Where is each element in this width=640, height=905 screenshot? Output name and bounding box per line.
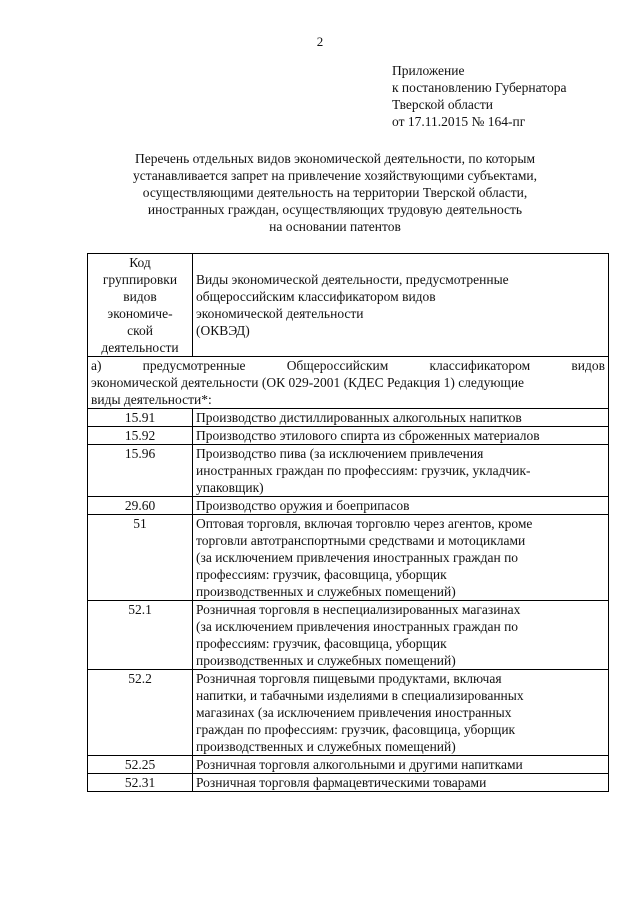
appendix-line: от 17.11.2015 № 164-пг (392, 114, 526, 129)
header-code-cell (88, 254, 193, 357)
activity-description-line: торговли автотранспортными средствами и мотоциклами (196, 533, 526, 548)
activity-code: 15.92 (88, 427, 193, 445)
header-code-line: видов (123, 289, 157, 304)
header-desc-line: экономической деятельности (196, 306, 364, 321)
table-row (88, 601, 609, 670)
page-number: 2 (316, 34, 324, 49)
section-word: классификатором (429, 358, 531, 373)
activity-code: 52.1 (88, 601, 193, 670)
table-row (88, 409, 609, 427)
activity-description-line: Розничная торговля в неспециализированных магазинах (196, 602, 521, 617)
activity-description-line: Розничная торговля алкогольными и другими напитками (196, 757, 523, 772)
activity-description (193, 497, 609, 515)
header-code-line: деятельности (101, 340, 179, 355)
activity-description-line: упаковщик) (196, 480, 264, 495)
header-code-line: Код (129, 255, 151, 270)
document-title (95, 150, 575, 235)
activity-description-line: магазинах (за исключением привлечения иностранных (196, 705, 512, 720)
activity-description (193, 670, 609, 756)
table-row (88, 756, 609, 774)
activity-description (193, 756, 609, 774)
activities-table (87, 253, 609, 792)
section-a-line1 (91, 357, 605, 374)
activity-description-line: производственных и служебных помещений) (196, 584, 456, 599)
appendix-line: Приложение (392, 63, 465, 78)
table-row (88, 445, 609, 497)
header-desc-cell (193, 254, 609, 357)
activity-code: 15.91 (88, 409, 193, 427)
header-desc-line: (ОКВЭД) (196, 323, 250, 338)
activity-description (193, 515, 609, 601)
table-row (88, 497, 609, 515)
activity-description-line: напитки, и табачными изделиями в специализированных (196, 688, 524, 703)
appendix-block (392, 62, 566, 130)
activity-code: 52.31 (88, 774, 193, 792)
section-word: видов (571, 358, 605, 373)
section-a-line3: виды деятельности*: (91, 392, 212, 407)
title-line: Перечень отдельных видов экономической деятельности, по которым (134, 151, 536, 166)
activity-code: 51 (88, 515, 193, 601)
activity-description-line: Производство дистиллированных алкогольных напитков (196, 410, 522, 425)
activity-description-line: производственных и служебных помещений) (196, 739, 456, 754)
activity-description-line: иностранных граждан по профессиям: грузчик, укладчик- (196, 463, 531, 478)
activity-code: 29.60 (88, 497, 193, 515)
activity-description-line: (за исключением привлечения иностранных граждан по (196, 550, 519, 565)
appendix-line: к постановлению Губернатора (392, 80, 567, 95)
table-row (88, 670, 609, 756)
header-desc-line: общероссийским классификатором видов (196, 289, 436, 304)
header-code-line: ской (127, 323, 153, 338)
activity-description (193, 445, 609, 497)
activity-description-line: производственных и служебных помещений) (196, 653, 456, 668)
activity-description (193, 427, 609, 445)
activity-code: 52.2 (88, 670, 193, 756)
activity-description-line: Розничная торговля пищевыми продуктами, включая (196, 671, 502, 686)
activity-description-line: Производство оружия и боеприпасов (196, 498, 410, 513)
section-a-line2: экономической деятельности (ОК 029-2001 (КДЕС Редакция 1) следующие (91, 375, 525, 390)
header-desc-line: Виды экономической деятельности, предусмотренные (196, 272, 509, 287)
section-word: предусмотренные (142, 358, 246, 373)
activity-description (193, 601, 609, 670)
title-line: иностранных граждан, осуществляющих трудовую деятельность (147, 202, 523, 217)
appendix-line: Тверской области (392, 97, 493, 112)
activity-description-line: граждан по профессиям: грузчик, фасовщица, уборщик (196, 722, 516, 737)
activity-description-line: профессиям: грузчик, фасовщица, уборщик (196, 636, 447, 651)
activity-description-line: (за исключением привлечения иностранных граждан по (196, 619, 519, 634)
activity-description-line: профессиям: грузчик, фасовщица, уборщик (196, 567, 447, 582)
table-row (88, 774, 609, 792)
header-code-line: экономиче- (107, 306, 173, 321)
activity-description-line: Розничная торговля фармацевтическими товарами (196, 775, 487, 790)
title-line: осуществляющими деятельность на территории Тверской области, (142, 185, 528, 200)
header-code-line: группировки (102, 272, 178, 287)
activity-description (193, 409, 609, 427)
section-word: а) (91, 358, 102, 373)
activity-code: 52.25 (88, 756, 193, 774)
table-row (88, 427, 609, 445)
title-line: устанавливается запрет на привлечение хозяйствующими субъектами, (133, 168, 537, 183)
section-row (88, 357, 609, 409)
section-word: Общероссийским (286, 358, 389, 373)
section-a-cell (88, 357, 609, 409)
activity-description (193, 774, 609, 792)
activity-description-line: Оптовая торговля, включая торговлю через агентов, кроме (196, 516, 533, 531)
activity-description-line: Производство пива (за исключением привлечения (196, 446, 484, 461)
activity-description-line: Производство этилового спирта из сброженных материалов (196, 428, 540, 443)
table-row (88, 515, 609, 601)
table-header-row (88, 254, 609, 357)
title-line: на основании патентов (269, 219, 401, 234)
activity-code: 15.96 (88, 445, 193, 497)
